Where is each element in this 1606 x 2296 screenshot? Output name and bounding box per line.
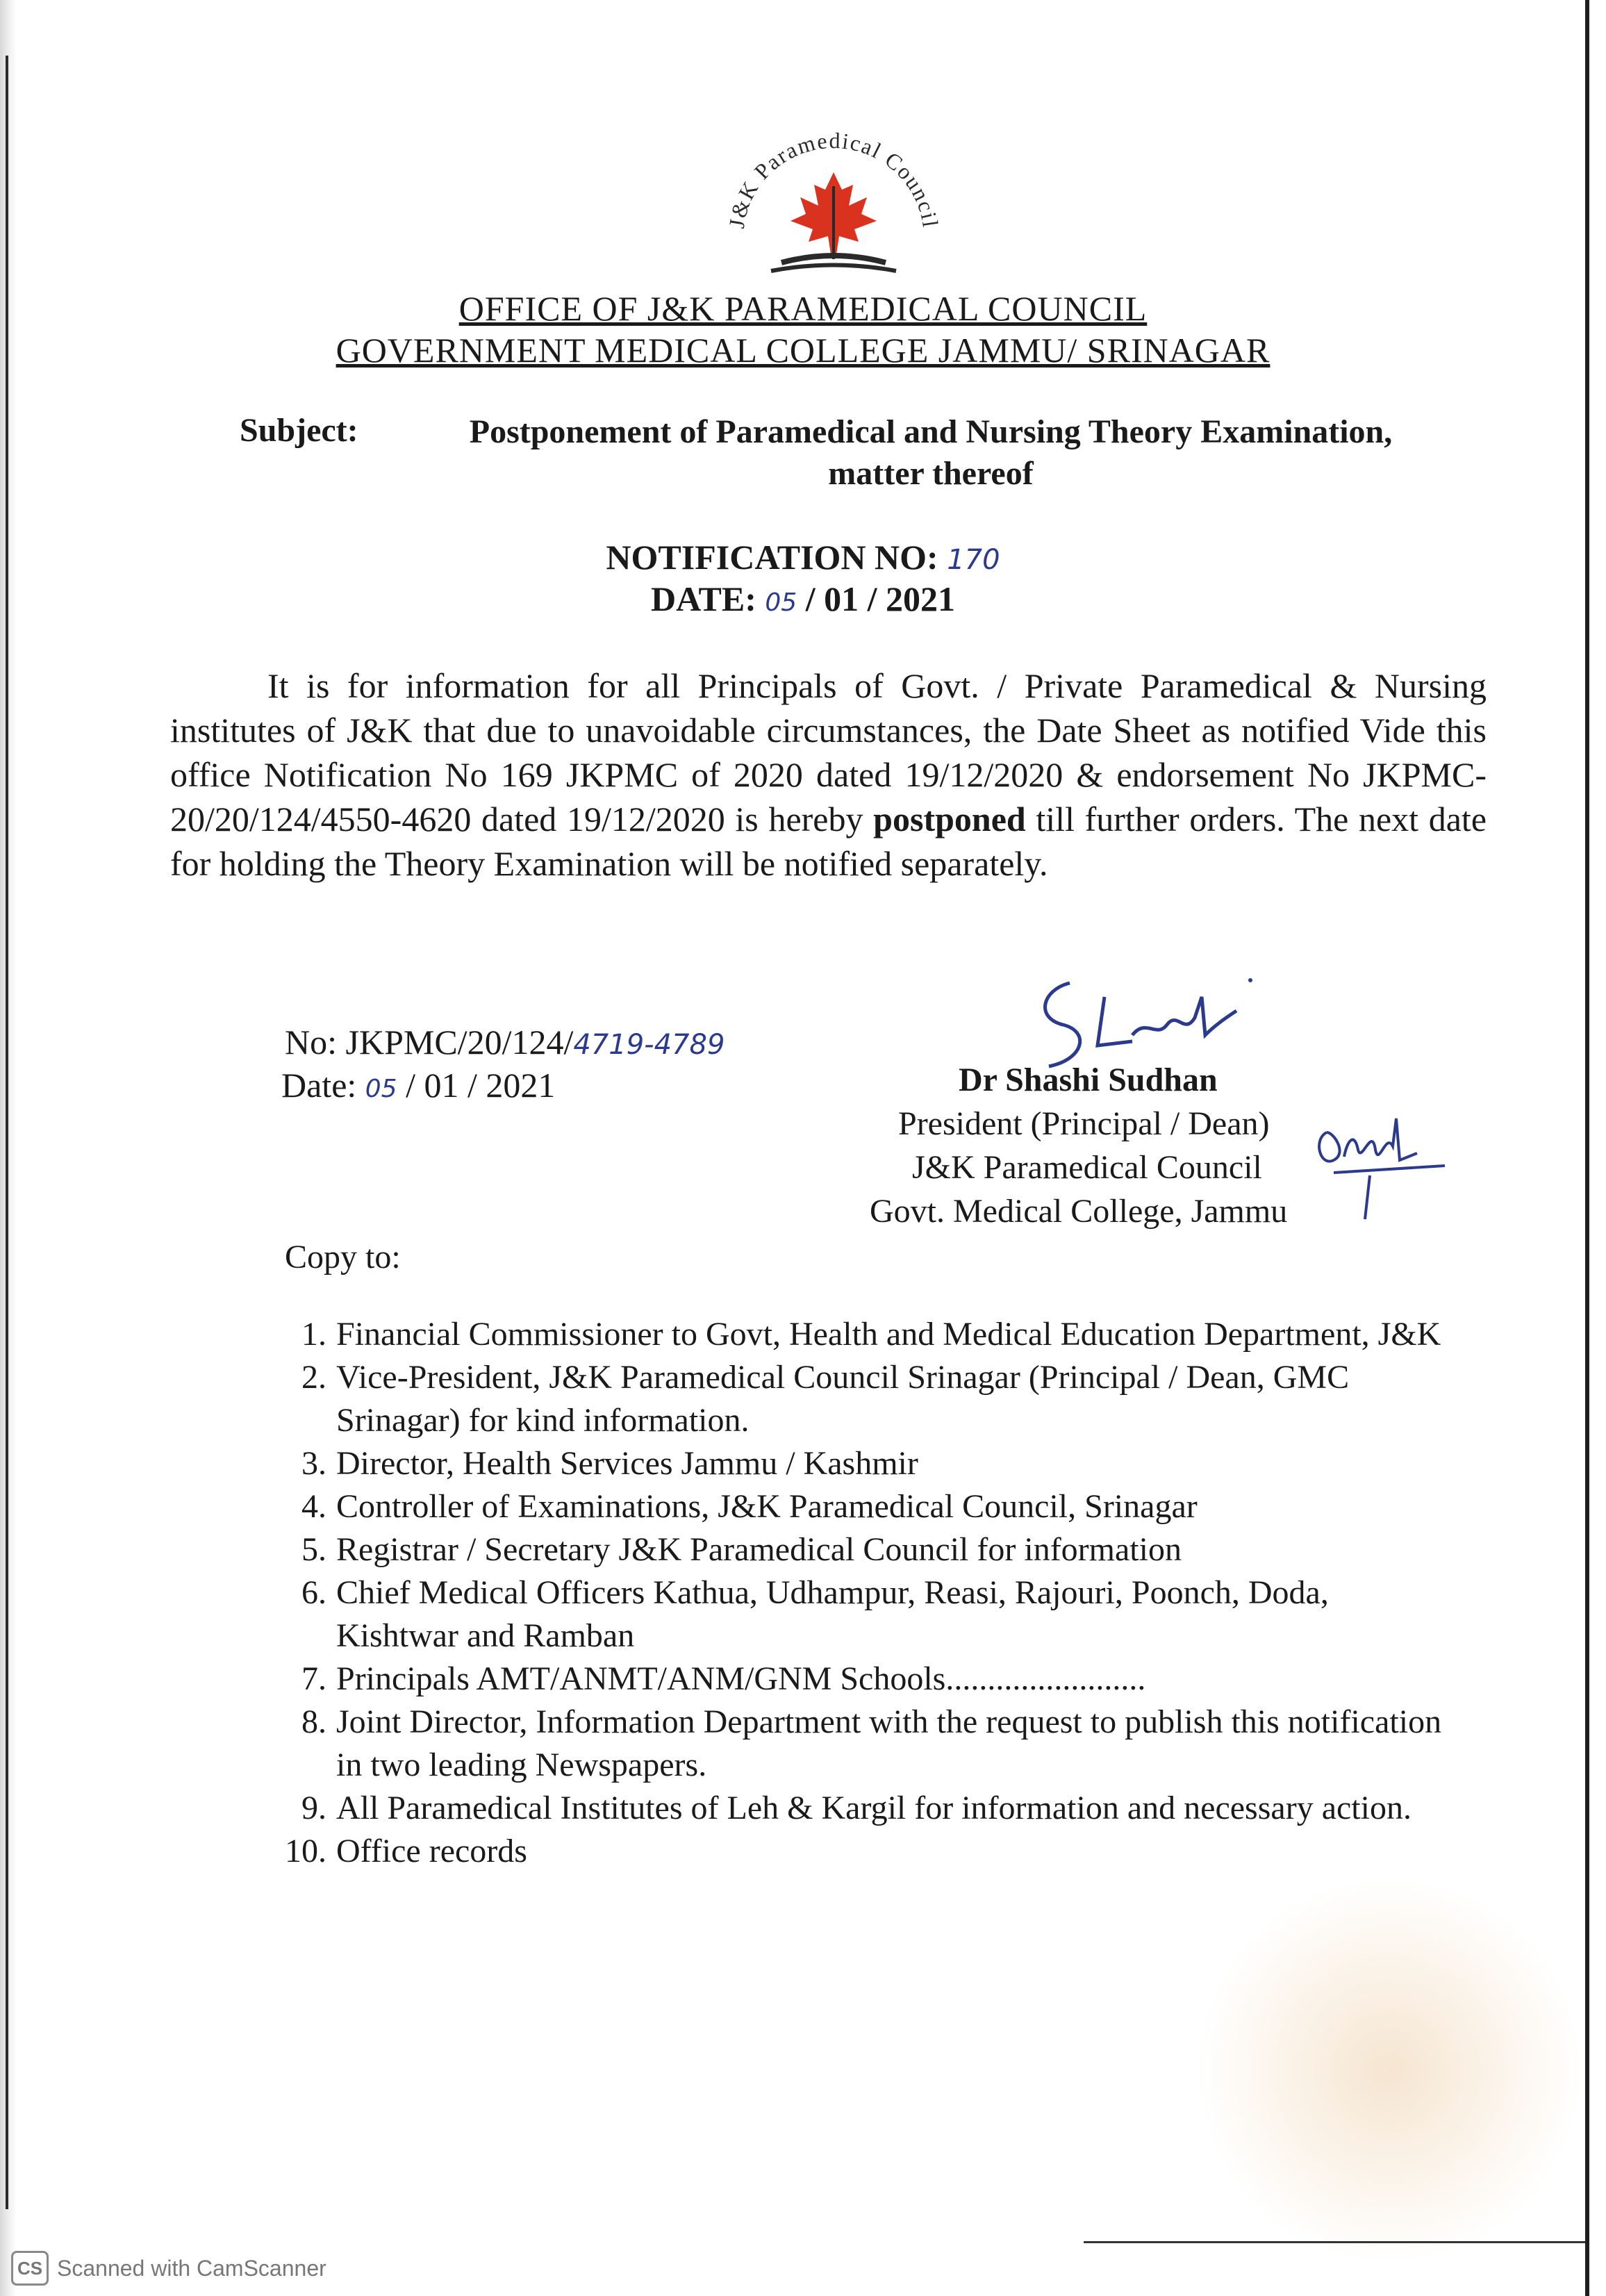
office-title: OFFICE OF J&K PARAMEDICAL COUNCIL bbox=[458, 289, 1148, 328]
list-item-number: 1. bbox=[301, 1316, 326, 1353]
reference-date-rest: / 01 / 2021 bbox=[406, 1066, 556, 1105]
paper-stain bbox=[1195, 1876, 1584, 2265]
copy-to-list bbox=[271, 1313, 1452, 1873]
list-item-number: 3. bbox=[301, 1445, 326, 1482]
list-item-text: Principals AMT/ANMT/ANM/GNM Schools........................ bbox=[336, 1660, 1146, 1697]
reference-date-label: Date: bbox=[281, 1066, 357, 1105]
signatory-org: J&K Paramedical Council bbox=[912, 1149, 1262, 1186]
subject-line-2: matter thereof bbox=[828, 455, 1034, 492]
notification-no-label: NOTIFICATION NO: bbox=[606, 538, 938, 577]
list-item-number: 2. bbox=[301, 1359, 326, 1396]
list-item-text: Office records bbox=[336, 1833, 527, 1869]
list-item bbox=[271, 1658, 1452, 1701]
list-item-text: Vice-President, J&K Paramedical Council Srinagar (Principal / Dean, GMC Srinagar) for kind information. bbox=[336, 1359, 1350, 1439]
list-item bbox=[271, 1313, 1452, 1356]
copy-to-label: Copy to: bbox=[285, 1239, 401, 1275]
list-item-text: Director, Health Services Jammu / Kashmir bbox=[336, 1445, 918, 1482]
reference-date bbox=[281, 1063, 555, 1112]
signatory-name: Dr Shashi Sudhan bbox=[959, 1062, 1218, 1098]
subject-text bbox=[438, 411, 1424, 495]
list-item-number: 6. bbox=[301, 1574, 326, 1611]
list-item-number: 4. bbox=[301, 1488, 326, 1525]
list-item-number: 5. bbox=[301, 1531, 326, 1568]
maple-leaf-logo-icon bbox=[715, 117, 952, 283]
list-item-number: 7. bbox=[301, 1660, 326, 1697]
list-item-text: Financial Commissioner to Govt, Health and Medical Education Department, J&K bbox=[336, 1316, 1441, 1353]
signature-image bbox=[1028, 969, 1264, 1073]
scanner-watermark bbox=[11, 2251, 326, 2286]
list-item-number: 8. bbox=[301, 1703, 326, 1740]
list-item bbox=[271, 1830, 1452, 1873]
council-logo bbox=[715, 117, 952, 283]
reference-date-day: 05 bbox=[365, 1075, 397, 1103]
list-item-text: All Paramedical Institutes of Leh & Kargil for information and necessary action. bbox=[336, 1790, 1412, 1826]
list-item-text: Chief Medical Officers Kathua, Udhampur, Reasi, Rajouri, Poonch, Doda, Kishtwar and Ramban bbox=[336, 1574, 1329, 1654]
notification-no-handwritten: 170 bbox=[947, 544, 1000, 576]
subject-line-1: Postponement of Paramedical and Nursing Theory Examination, bbox=[469, 413, 1393, 450]
list-item bbox=[271, 1528, 1452, 1571]
scan-bottom-rule bbox=[1084, 2241, 1585, 2243]
college-title: GOVERNMENT MEDICAL COLLEGE JAMMU/ SRINAGAR bbox=[336, 331, 1270, 370]
list-item-text: Controller of Examinations, J&K Paramedical Council, Srinagar bbox=[336, 1488, 1198, 1525]
reference-no-label: No: JKPMC/20/124/ bbox=[285, 1023, 574, 1062]
scan-border-left bbox=[6, 56, 8, 2209]
list-item bbox=[271, 1442, 1452, 1485]
list-item-number: 10. bbox=[285, 1833, 326, 1869]
list-item bbox=[271, 1701, 1452, 1787]
notification-date-day: 05 bbox=[765, 588, 797, 617]
subject-label: Subject: bbox=[240, 412, 358, 449]
list-item bbox=[271, 1356, 1452, 1442]
notice-body-part2: till further orders. The next date for holding the Theory Examination will be notified separately. bbox=[170, 800, 1487, 883]
notice-body bbox=[170, 663, 1487, 886]
list-item-number: 9. bbox=[301, 1790, 326, 1826]
notice-body-part1: It is for information for all Principals of Govt. / Private Paramedical & Nursing institutes of J&K that due to unavoidable circumstances, the Date Sheet as notified Vide this office Notification No 169 JKPMC of 2020 dated 19/12/2020 & endorsement No JKPMC-20/20/124/4550-4620 dated 19/12/2020 is hereby bbox=[170, 666, 1487, 839]
scanner-text: Scanned with CamScanner bbox=[57, 2255, 326, 2281]
reference-no-handwritten: 4719-4789 bbox=[573, 1029, 725, 1061]
initials-image bbox=[1306, 1112, 1459, 1223]
list-item-text: Registrar / Secretary J&K Paramedical Council for information bbox=[336, 1531, 1182, 1568]
notification-number bbox=[0, 536, 1606, 581]
notification-date-label: DATE: bbox=[651, 579, 756, 618]
list-item bbox=[271, 1787, 1452, 1830]
camscanner-logo-icon: CS bbox=[11, 2251, 49, 2286]
reference-number bbox=[285, 1020, 725, 1067]
list-item bbox=[271, 1571, 1452, 1658]
logo-arc-text: J&K Paramedical Council bbox=[723, 127, 944, 230]
notification-date-rest: / 01 / 2021 bbox=[805, 579, 955, 618]
notice-body-bold: postponed bbox=[873, 800, 1026, 839]
signatory-title: President (Principal / Dean) bbox=[898, 1105, 1270, 1142]
notification-date bbox=[0, 578, 1606, 624]
list-item bbox=[271, 1485, 1452, 1528]
signatory-place: Govt. Medical College, Jammu bbox=[870, 1193, 1288, 1230]
list-item-text: Joint Director, Information Department with the request to publish this notification in two leading Newspapers. bbox=[336, 1703, 1442, 1783]
